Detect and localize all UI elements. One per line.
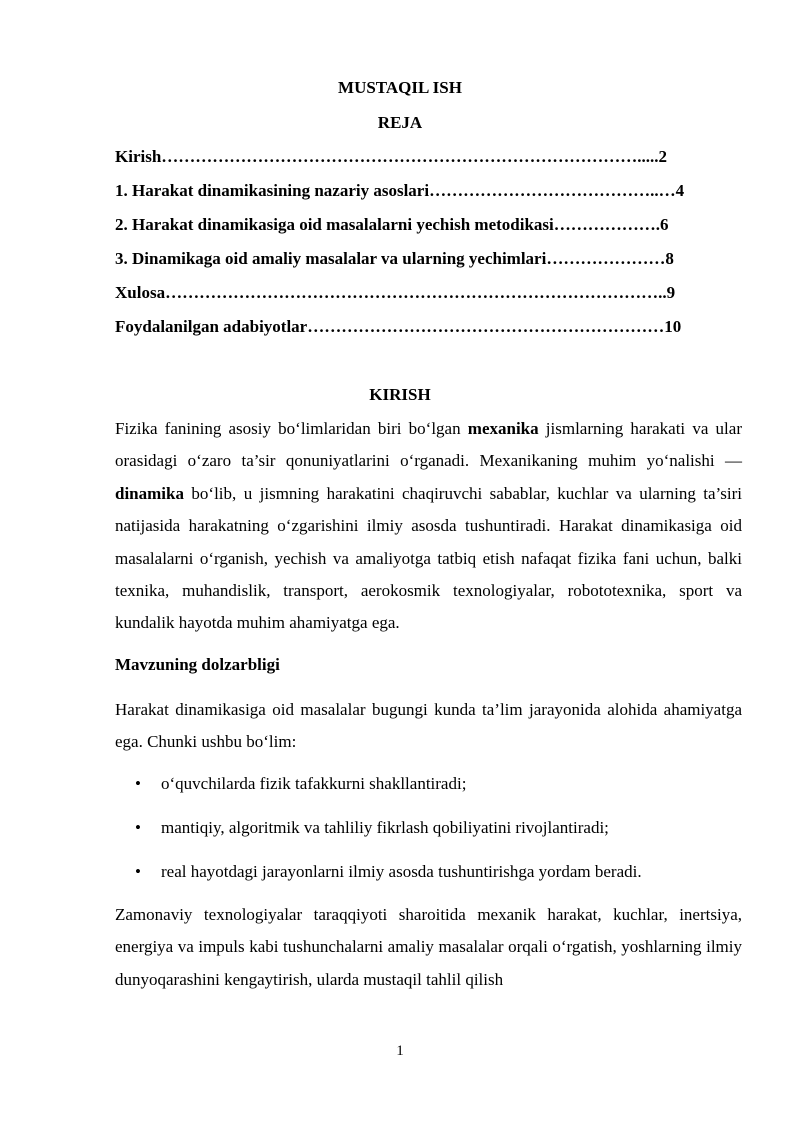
toc-entry-2[interactable]: 2. Harakat dinamikasiga oid masalalarni yechish metodikasi……………….6 — [115, 215, 669, 234]
page-number: 1 — [396, 1043, 404, 1059]
list-item — [135, 862, 642, 882]
toc-entry-3[interactable]: 3. Dinamikaga oid amaliy masalalar va ularning yechimlari…………………8 — [115, 249, 674, 268]
closing-paragraph: Zamonaviy texnologiyalar taraqqiyoti sharoitida mexanik harakat, kuchlar, inertsiya, energiya va impuls kabi tushunchalarni amaliy masalalar orqali o‘rgatish, yoshlarning ilmiy dunyoqarashini kengaytirish, ularda mustaqil tahlil qilish — [115, 905, 742, 989]
term-dinamika: dinamika — [115, 483, 184, 503]
intro-text-a: Fizika fanining asosiy bo‘limlaridan biri bo‘lgan — [115, 419, 468, 438]
intro-heading: KIRISH — [369, 385, 431, 404]
toc-entry-references[interactable]: Foydalanilgan adabiyotlar………………………………………………………10 — [115, 317, 682, 336]
toc-entry-conclusion[interactable]: Xulosa……………………………………………………………………………..9 — [115, 283, 676, 302]
list-item — [135, 774, 466, 794]
term-mexanika: mexanika — [467, 419, 539, 438]
intro-text-e: bo‘lib, u jismning harakatini chaqiruvchi sabablar, kuchlar va ularning ta’siri natijasida harakatning o‘zgarishini ilmiy asosda tushuntiradi. Harakat dinamikasiga oid masalalarni o‘rganish, yechish va amaliyotga tatbiq etish nafaqat fizika fani uchun, balki texnika, muhandislik, transport, aerokosmik texnologiyalar, robototexnika, sport va kundalik hayotda muhim ahamiyatga ega. — [115, 483, 742, 633]
intro-text-c: jismlarning harakati va ular orasidagi o‘zaro ta’sir qonuniyatlarini o‘rganadi. Mexanikaning muhim yo‘nalishi — — [115, 419, 742, 471]
bullet-icon: • — [135, 818, 141, 837]
document-title: MUSTAQIL ISH — [338, 78, 462, 97]
bullet-icon: • — [135, 774, 141, 793]
list-item-text: mantiqiy, algoritmik va tahliliy fikrlash qobiliyatini rivojlantiradi; — [161, 818, 609, 837]
relevance-heading: Mavzuning dolzarbligi — [115, 655, 280, 674]
toc-heading: REJA — [377, 113, 423, 132]
toc-entry-1[interactable]: 1. Harakat dinamikasining nazariy asoslari…………………………………..…4 — [115, 181, 685, 200]
list-item-text: o‘quvchilarda fizik tafakkurni shakllantiradi; — [161, 774, 467, 793]
bullet-icon: • — [135, 862, 141, 881]
intro-paragraph — [115, 413, 742, 640]
list-item-text: real hayotdagi jarayonlarni ilmiy asosda tushuntirishga yordam beradi. — [161, 862, 642, 881]
toc-entry-intro[interactable]: Kirish………………………………………………………………………….....2 — [115, 147, 668, 166]
relevance-paragraph: Harakat dinamikasiga oid masalalar bugungi kunda ta’lim jarayonida alohida ahamiyatga ega. Chunki ushbu bo‘lim: — [115, 700, 742, 752]
list-item — [135, 818, 609, 838]
